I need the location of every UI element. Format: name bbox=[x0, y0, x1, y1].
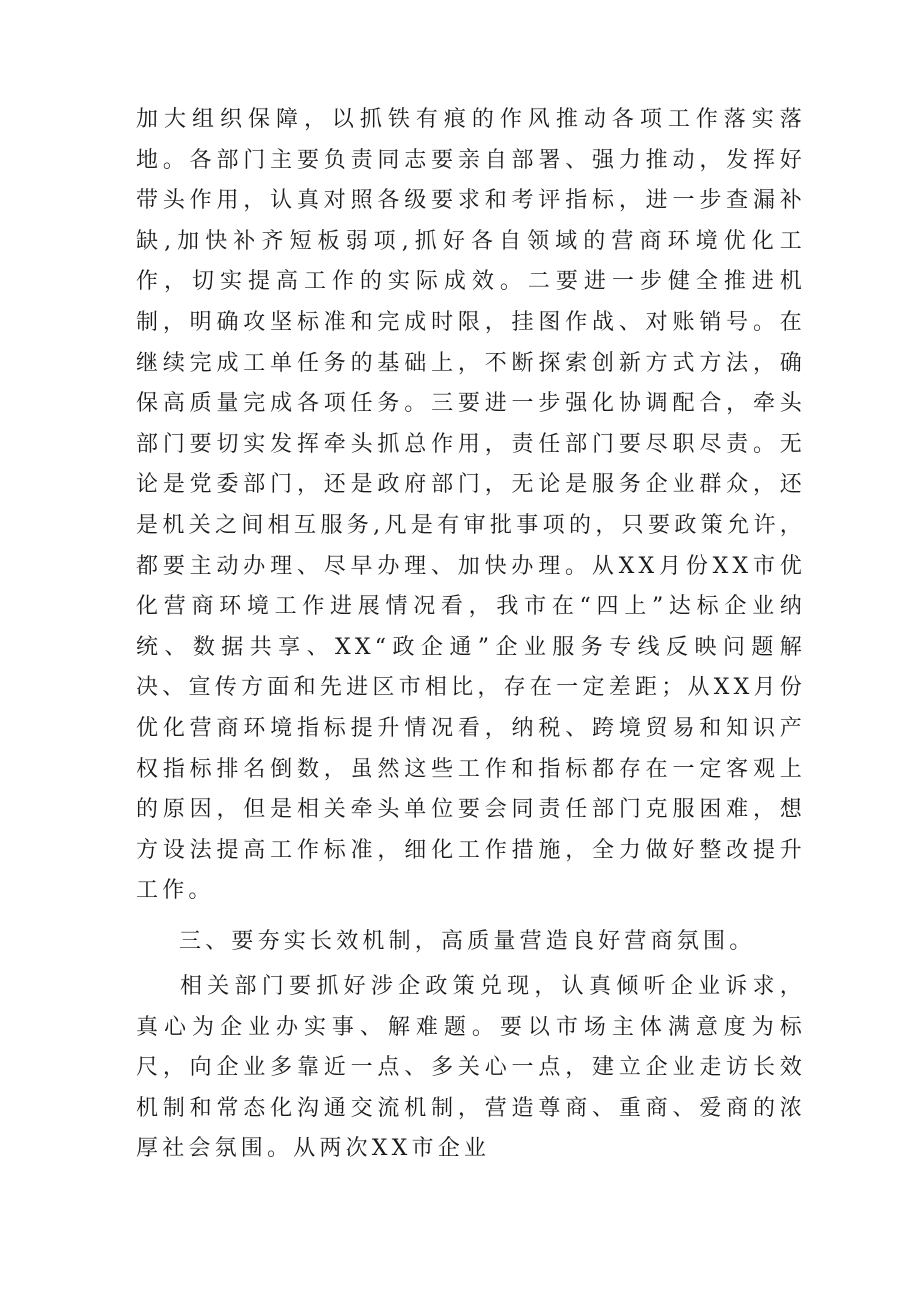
body-paragraph: 加大组织保障，以抓铁有痕的作风推动各项工作落实落地。各部门主要负责同志要亲自部署、强力推动，发挥好带头作用，认真对照各级要求和考评指标，进一步查漏补缺,加快补齐短板弱项,抓好各自领域的营商环境优化工作，切实提高工作的实际成效。二要进一步健全推进机制，明确攻坚标准和完成时限，挂图作战、对账销号。在继续完成工单任务的基础上，不断探索创新方式方法，确保高质量完成各项任务。三要进一步强化协调配合，牵头部门要切实发挥牵头抓总作用，责任部门要尽职尽责。无论是党委部门，还是政府部门，无论是服务企业群众，还是机关之间相互服务,凡是有审批事项的，只要政策允许，都要主动办理、尽早办理、加快办理。从XX月份XX市优化营商环境工作进展情况看，我市在“四上”达标企业纳统、数据共享、XX“政企通”企业服务专线反映问题解决、宣传方面和先进区市相比，存在一定差距；从XX月份优化营商环境指标提升情况看，纳税、跨境贸易和知识产权指标排名倒数，虽然这些工作和指标都存在一定客观上的原因，但是相关牵头单位要会同责任部门克服困难，想方设法提高工作标准，细化工作措施，全力做好整改提升工作。 bbox=[136, 107, 806, 904]
body-paragraph-second: 相关部门要抓好涉企政策兑现，认真倾听企业诉求，真心为企业办实事、解难题。要以市场主体满意度为标尺，向企业多靠近一点、多关心一点，建立企业走访长效机制和常态化沟通交流机制，营造尊商、重商、爱商的浓厚社会氛围。从两次XX市企业 bbox=[136, 974, 806, 1162]
section-heading: 三、要夯实长效机制，高质量营造良好营商氛围。 bbox=[179, 929, 756, 954]
